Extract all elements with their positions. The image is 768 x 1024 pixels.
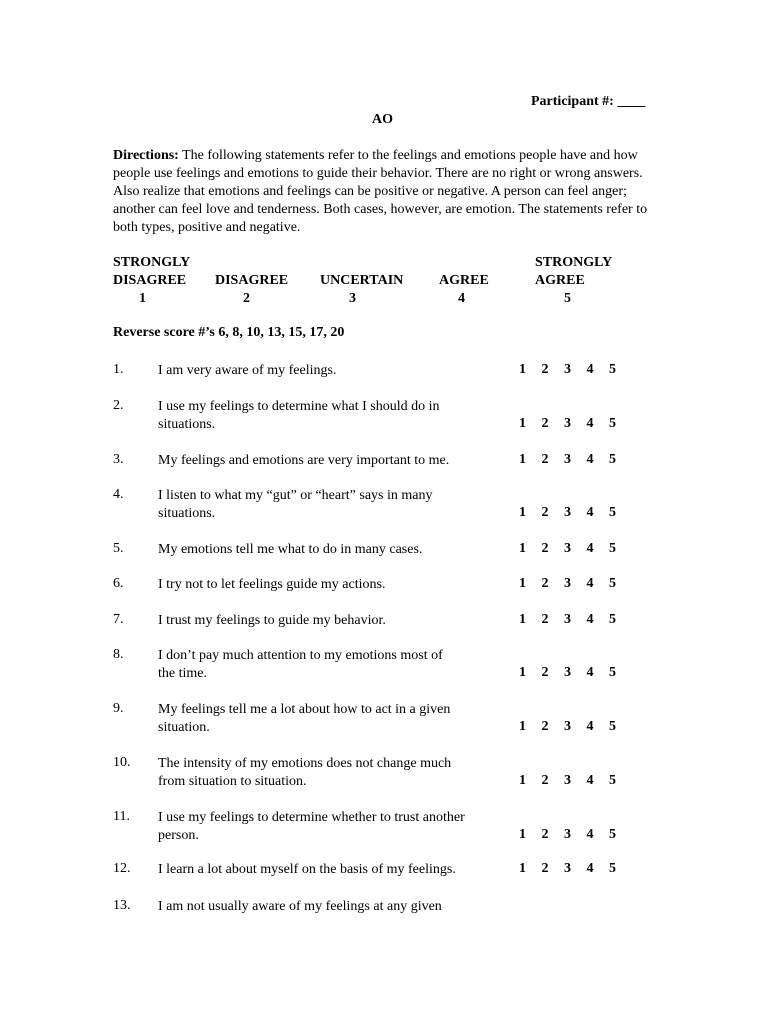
item-statement (158, 755, 508, 791)
rating-option-2[interactable]: 2 (541, 612, 549, 627)
item-statement (158, 362, 508, 380)
rating-option-2[interactable]: 2 (541, 665, 549, 680)
rating-option-5[interactable]: 5 (609, 452, 616, 467)
item-statement-line: person. (158, 828, 199, 843)
rating-option-4[interactable]: 4 (586, 827, 594, 842)
rating-option-1[interactable]: 1 (519, 452, 526, 467)
rating-option-1[interactable]: 1 (519, 665, 526, 680)
scale-strongly-disagree (113, 254, 190, 308)
reverse-score-note: Reverse score #’s 6, 8, 10, 13, 15, 17, 20 (113, 325, 345, 340)
scale-number: 4 (458, 291, 465, 306)
rating-option-5[interactable]: 5 (609, 541, 616, 556)
scale-label-line: DISAGREE (113, 273, 187, 288)
rating-option-4[interactable]: 4 (586, 505, 594, 520)
rating-option-5[interactable]: 5 (609, 827, 616, 842)
rating-scale (519, 827, 632, 843)
item-statement-line: situation. (158, 720, 210, 735)
rating-option-1[interactable]: 1 (519, 505, 526, 520)
rating-scale (519, 362, 632, 378)
rating-option-4[interactable]: 4 (586, 719, 594, 734)
rating-scale (519, 612, 632, 628)
rating-option-5[interactable]: 5 (609, 861, 616, 876)
item-statement-line: from situation to situation. (158, 774, 307, 789)
scale-number: 3 (349, 291, 356, 306)
rating-option-2[interactable]: 2 (541, 719, 549, 734)
item-number: 7. (113, 612, 124, 627)
scale-strongly-agree (535, 254, 612, 308)
rating-option-1[interactable]: 1 (519, 827, 526, 842)
rating-option-3[interactable]: 3 (564, 541, 571, 556)
rating-scale (519, 773, 632, 789)
scale-number: 1 (139, 291, 146, 306)
rating-option-4[interactable]: 4 (586, 416, 594, 431)
rating-option-5[interactable]: 5 (609, 576, 616, 591)
item-statement-line: situations. (158, 417, 216, 432)
item-statement-line: I use my feelings to determine what I should do in (158, 399, 440, 414)
scale-uncertain (320, 272, 403, 308)
rating-option-3[interactable]: 3 (564, 612, 571, 627)
rating-option-5[interactable]: 5 (609, 416, 616, 431)
rating-scale (519, 505, 632, 521)
item-number: 1. (113, 362, 124, 377)
scale-agree (439, 272, 489, 308)
item-statement (158, 647, 508, 683)
rating-option-4[interactable]: 4 (586, 362, 594, 377)
rating-option-3[interactable]: 3 (564, 452, 571, 467)
rating-scale (519, 541, 632, 557)
rating-option-5[interactable]: 5 (609, 505, 616, 520)
rating-option-5[interactable]: 5 (609, 612, 616, 627)
rating-option-2[interactable]: 2 (541, 827, 549, 842)
directions-text: The following statements refer to the feelings and emotions people have and how people use feelings and emotions to guide their behavior. There are no right or wrong answers. Also realize that emotions and feelings can be positive or negative. A person can feel anger; another can feel love and tenderness. Both cases, however, are emotion. The statements refer to both types, positive and negative. (113, 148, 648, 235)
directions-label: Directions: (113, 148, 179, 163)
rating-option-1[interactable]: 1 (519, 416, 526, 431)
scale-label-line: UNCERTAIN (320, 273, 404, 288)
item-number: 13. (113, 898, 131, 913)
scale-number: 5 (564, 291, 571, 306)
rating-option-1[interactable]: 1 (519, 541, 526, 556)
rating-option-1[interactable]: 1 (519, 612, 526, 627)
item-statement (158, 398, 508, 434)
item-statement-line: I am not usually aware of my feelings at any given (158, 899, 442, 914)
rating-option-2[interactable]: 2 (541, 541, 549, 556)
rating-option-4[interactable]: 4 (586, 576, 594, 591)
rating-option-2[interactable]: 2 (541, 576, 549, 591)
rating-option-2[interactable]: 2 (541, 416, 549, 431)
item-number: 8. (113, 647, 124, 662)
scale-number: 2 (243, 291, 250, 306)
item-statement (158, 487, 508, 523)
rating-option-4[interactable]: 4 (586, 861, 594, 876)
item-statement (158, 612, 508, 630)
item-number: 2. (113, 398, 124, 413)
item-number: 6. (113, 576, 124, 591)
item-statement (158, 861, 508, 879)
item-statement-line: I use my feelings to determine whether to trust another (158, 810, 465, 825)
scale-label-line: STRONGLY (113, 255, 191, 270)
rating-scale (519, 665, 632, 681)
rating-option-3[interactable]: 3 (564, 362, 571, 377)
rating-option-1[interactable]: 1 (519, 719, 526, 734)
rating-option-4[interactable]: 4 (586, 541, 594, 556)
item-statement-line: I don’t pay much attention to my emotions most of (158, 648, 443, 663)
item-number: 5. (113, 541, 124, 556)
item-statement (158, 809, 508, 845)
item-number: 11. (113, 809, 130, 824)
participant-number: Participant #: ____ (531, 94, 646, 109)
item-statement-line: The intensity of my emotions does not change much (158, 756, 452, 771)
rating-scale (519, 861, 632, 877)
item-statement (158, 898, 508, 916)
directions-paragraph (113, 147, 658, 237)
rating-scale (519, 719, 632, 735)
rating-option-5[interactable]: 5 (609, 773, 616, 788)
item-statement-line: situations. (158, 506, 216, 521)
item-statement-line: I am very aware of my feelings. (158, 363, 337, 378)
item-statement-line: My feelings tell me a lot about how to act in a given (158, 702, 451, 717)
item-statement-line: My feelings and emotions are very important to me. (158, 453, 450, 468)
rating-option-5[interactable]: 5 (609, 665, 616, 680)
rating-option-5[interactable]: 5 (609, 362, 616, 377)
rating-option-2[interactable]: 2 (541, 362, 549, 377)
rating-option-2[interactable]: 2 (541, 452, 549, 467)
scale-label-line: AGREE (535, 273, 585, 288)
item-statement (158, 452, 508, 470)
item-number: 4. (113, 487, 124, 502)
rating-option-1[interactable]: 1 (519, 861, 526, 876)
rating-option-3[interactable]: 3 (564, 505, 571, 520)
form-code: AO (372, 112, 393, 127)
scale-disagree (215, 272, 288, 308)
rating-option-3[interactable]: 3 (564, 416, 571, 431)
item-statement (158, 701, 508, 737)
rating-option-2[interactable]: 2 (541, 861, 549, 876)
scale-label-line: STRONGLY (535, 255, 613, 270)
rating-option-1[interactable]: 1 (519, 576, 526, 591)
scale-label-line: AGREE (439, 273, 489, 288)
item-statement (158, 576, 508, 594)
item-statement-line: My emotions tell me what to do in many cases. (158, 542, 423, 557)
rating-option-1[interactable]: 1 (519, 773, 526, 788)
rating-option-4[interactable]: 4 (586, 612, 594, 627)
scale-label-line: DISAGREE (215, 273, 289, 288)
item-statement-line: I listen to what my “gut” or “heart” says in many (158, 488, 433, 503)
item-number: 9. (113, 701, 124, 716)
rating-option-1[interactable]: 1 (519, 362, 526, 377)
item-statement-line: the time. (158, 666, 207, 681)
item-number: 3. (113, 452, 124, 467)
rating-scale (519, 452, 632, 468)
rating-option-3[interactable]: 3 (564, 861, 571, 876)
rating-option-3[interactable]: 3 (564, 576, 571, 591)
rating-scale (519, 416, 632, 432)
rating-option-4[interactable]: 4 (586, 773, 594, 788)
rating-option-3[interactable]: 3 (564, 827, 571, 842)
rating-option-2[interactable]: 2 (541, 773, 549, 788)
item-statement (158, 541, 508, 559)
rating-option-3[interactable]: 3 (564, 773, 571, 788)
item-statement-line: I trust my feelings to guide my behavior. (158, 613, 386, 628)
item-statement-line: I try not to let feelings guide my actions. (158, 577, 386, 592)
item-statement-line: I learn a lot about myself on the basis of my feelings. (158, 862, 456, 877)
rating-option-3[interactable]: 3 (564, 665, 571, 680)
item-number: 12. (113, 861, 131, 876)
rating-option-4[interactable]: 4 (586, 452, 594, 467)
rating-option-3[interactable]: 3 (564, 719, 571, 734)
rating-scale (519, 576, 632, 592)
rating-option-4[interactable]: 4 (586, 665, 594, 680)
rating-option-5[interactable]: 5 (609, 719, 616, 734)
rating-option-2[interactable]: 2 (541, 505, 549, 520)
item-number: 10. (113, 755, 131, 770)
